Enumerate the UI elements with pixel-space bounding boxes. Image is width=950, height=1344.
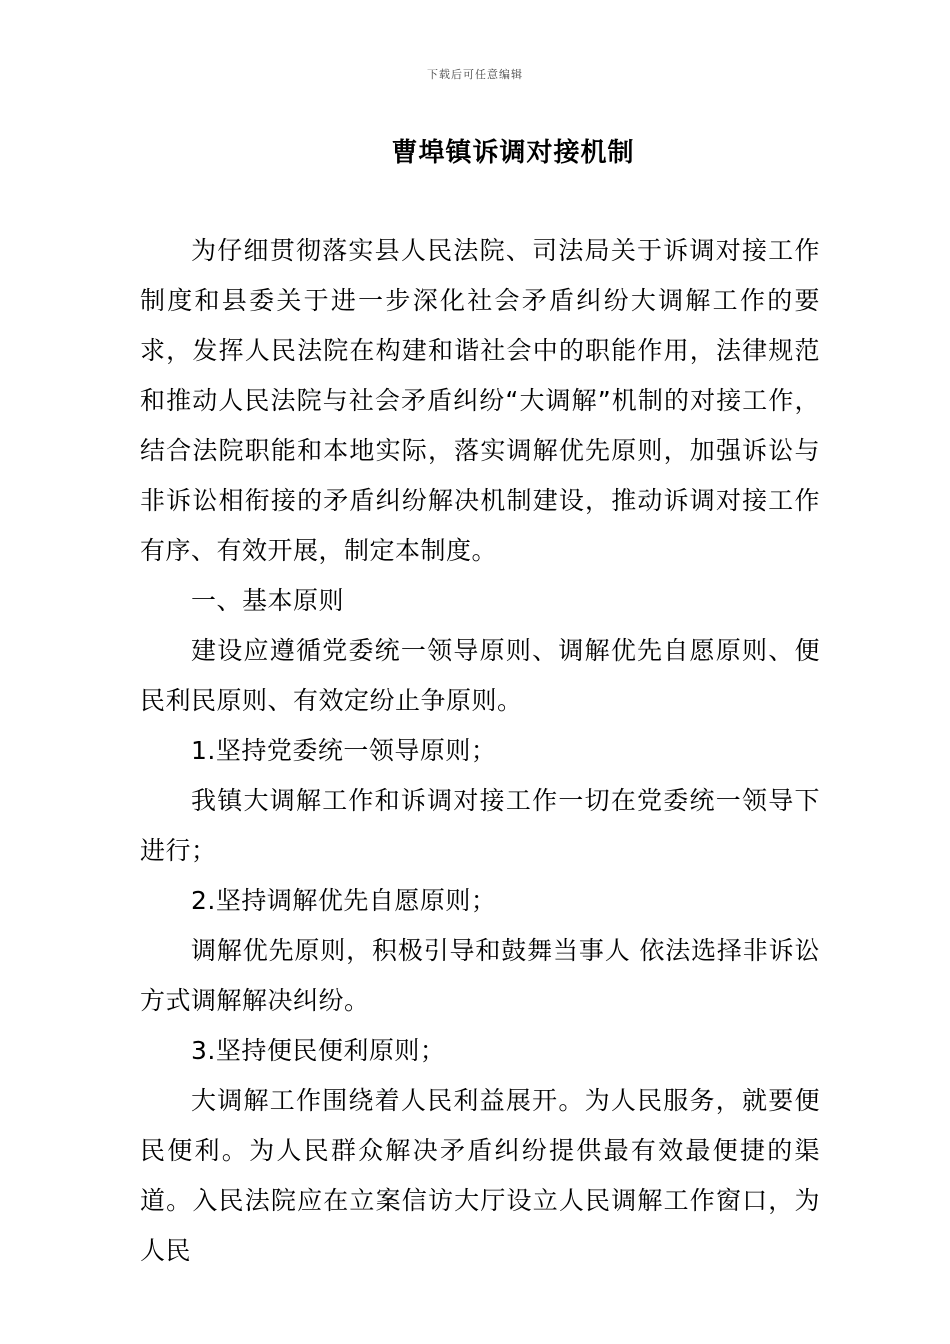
paragraph-principles-summary: 建设应遵循党委统一领导原则、调解优先自愿原则、便民利民原则、有效定纷止争原则。 (140, 636, 820, 715)
principle-text-2: 调解优先原则，积极引导和鼓舞当事人 依法选择非诉讼方式调解解决纠纷。 (140, 936, 820, 1015)
header-note: 下载后可任意编辑 (427, 68, 523, 81)
section-heading-basic-principles: 一、基本原则 (191, 586, 345, 615)
principle-heading-3: 3.坚持便民便利原则； (191, 1036, 446, 1065)
paragraph-intro: 为仔细贯彻落实县人民法院、司法局关于诉调对接工作制度和县委关于进一步深化社会矛盾纠纷大调解工作的要求，发挥人民法院在构建和谐社会中的职能作用，法律规范和推动人民法院与社会矛盾纠纷“大调解”机制的对接工作，结合法院职能和本地实际，落实调解优先原则，加强诉讼与非诉讼相衔接的矛盾纠纷解决机制建设，推动诉调对接工作有序、有效开展，制定本制度。 (140, 236, 820, 565)
document-body (140, 226, 820, 1276)
principle-text-1: 我镇大调解工作和诉调对接工作一切在党委统一领导下进行； (140, 786, 820, 865)
principle-heading-2: 2.坚持调解优先自愿原则； (191, 886, 497, 915)
principle-text-3: 大调解工作围绕着人民利益展开。为人民服务，就要便民便利。为人民群众解决矛盾纠纷提供最有效最便捷的渠道。入民法院应在立案信访大厅设立人民调解工作窗口，为人民 (140, 1086, 820, 1265)
principle-heading-1: 1.坚持党委统一领导原则； (191, 736, 497, 765)
document-title: 曹埠镇诉调对接机制 (391, 138, 635, 168)
